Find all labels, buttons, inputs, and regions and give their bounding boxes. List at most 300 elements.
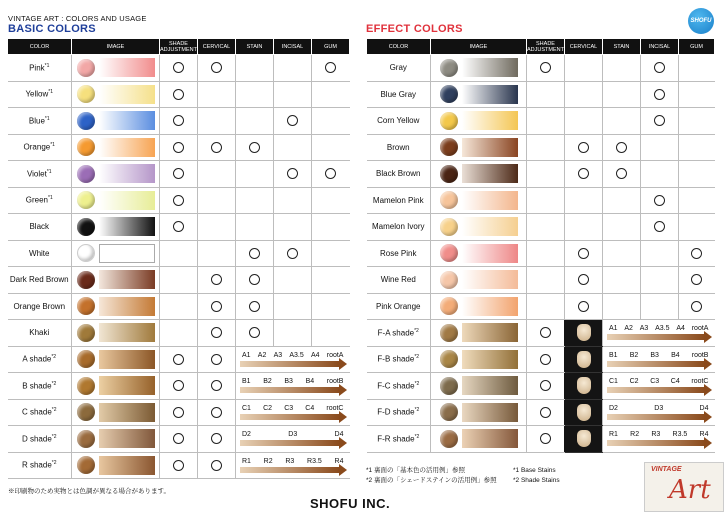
color-gradient-bar — [462, 323, 518, 342]
color-swatch-dot — [440, 244, 458, 262]
basic-row — [8, 214, 350, 241]
shade-cell — [160, 81, 198, 108]
color-image-cell — [72, 373, 160, 400]
stain-cell — [603, 293, 641, 320]
tooth-image-cell — [565, 399, 603, 426]
color-name-cell — [367, 426, 431, 453]
effect-row — [367, 187, 715, 214]
shade-labels — [607, 325, 711, 332]
effect-row — [367, 267, 715, 294]
incisal-cell — [274, 320, 312, 347]
shade-label: C4 — [305, 404, 315, 412]
color-name-cell — [367, 214, 431, 241]
color-name: Orange Brown — [13, 301, 66, 311]
color-image-cell — [72, 267, 160, 294]
cervical-cell — [565, 214, 603, 241]
color-swatch-dot — [77, 350, 95, 368]
color-name-cell — [367, 293, 431, 320]
incisal-cell — [274, 55, 312, 82]
shade-cell — [160, 240, 198, 267]
color-swatch-dot — [440, 377, 458, 395]
tooth-image-cell — [565, 373, 603, 400]
color-swatch-dot — [440, 191, 458, 209]
usage-circle-icon — [173, 407, 184, 418]
shade-label: B4 — [305, 378, 315, 386]
basic-row — [8, 161, 350, 188]
effect-row — [367, 373, 715, 400]
gum-cell — [679, 267, 715, 294]
usage-circle-icon — [211, 460, 222, 471]
shade-arrow-icon — [607, 361, 705, 367]
color-gradient-bar — [462, 403, 518, 422]
color-swatch-dot — [77, 271, 95, 289]
color-swatch-dot — [440, 165, 458, 183]
usage-circle-icon — [173, 62, 184, 73]
color-image-cell — [72, 55, 160, 82]
basic-row — [8, 240, 350, 267]
effect-row — [367, 320, 715, 347]
brand-name: SHOFU INC. — [310, 496, 391, 511]
basic-row — [8, 187, 350, 214]
cervical-cell — [198, 293, 236, 320]
footnote-mark: *1 — [48, 195, 53, 202]
color-name: Black — [29, 222, 50, 232]
color-name: Pink Orange — [376, 301, 421, 311]
gum-cell — [312, 108, 350, 135]
shade-label: C3 — [284, 404, 294, 412]
color-swatch-dot — [440, 324, 458, 342]
color-name-cell — [8, 373, 72, 400]
effect-colors-table — [366, 38, 715, 453]
color-image-cell — [431, 108, 527, 135]
color-gradient-bar — [462, 164, 518, 183]
color-swatch-dot — [77, 112, 95, 130]
shade-cell — [160, 161, 198, 188]
color-name: B shade — [22, 381, 52, 391]
tooth-icon — [577, 377, 591, 394]
gum-cell — [312, 55, 350, 82]
cervical-cell — [198, 399, 236, 426]
color-image-cell — [72, 293, 160, 320]
stain-cell — [603, 267, 641, 294]
usage-circle-icon — [211, 327, 222, 338]
usage-circle-icon — [616, 142, 627, 153]
color-name-cell — [8, 426, 72, 453]
shade-cell — [160, 373, 198, 400]
shade-cell — [160, 399, 198, 426]
cervical-cell — [565, 55, 603, 82]
shade-cell — [527, 320, 565, 347]
color-gradient-bar — [99, 429, 155, 448]
shade-label: R4 — [699, 431, 709, 439]
shade-label: R3 — [285, 457, 295, 465]
stain-cell — [603, 55, 641, 82]
shade-label: A4 — [310, 351, 320, 359]
usage-circle-icon — [211, 301, 222, 312]
shade-label: C1 — [609, 378, 618, 386]
usage-circle-icon — [211, 142, 222, 153]
color-image-cell — [431, 267, 527, 294]
color-image-cell — [431, 373, 527, 400]
incisal-cell — [641, 240, 679, 267]
usage-circle-icon — [211, 407, 222, 418]
color-image-cell — [431, 161, 527, 188]
color-image-cell — [72, 399, 160, 426]
incisal-cell — [274, 108, 312, 135]
color-gradient-bar — [462, 191, 518, 210]
stain-cell — [236, 55, 274, 82]
cervical-cell — [198, 346, 236, 373]
color-gradient-bar — [99, 244, 155, 263]
footnote-mark: *2 — [414, 407, 420, 414]
stain-cell — [236, 320, 274, 347]
shade-arrow-icon — [240, 387, 340, 393]
color-name-cell — [8, 108, 72, 135]
color-name: F-C shade — [377, 381, 415, 391]
shade-label: C2 — [263, 404, 273, 412]
effect-header-row — [367, 39, 715, 55]
shade-cell — [527, 346, 565, 373]
color-name: F-D shade — [377, 408, 415, 418]
stain-cell — [236, 108, 274, 135]
cervical-cell — [198, 426, 236, 453]
cervical-cell — [198, 267, 236, 294]
color-swatch-dot — [77, 430, 95, 448]
footnote-1: *1 裏面の「基本色の活用例」参照 — [366, 467, 465, 474]
color-gradient-bar — [99, 323, 155, 342]
shade-label: rootA — [691, 325, 709, 333]
tooth-image-cell — [565, 426, 603, 453]
color-image-cell — [72, 81, 160, 108]
cervical-cell — [198, 373, 236, 400]
stain-cell — [603, 161, 641, 188]
shade-cell — [527, 267, 565, 294]
col-image: IMAGE — [431, 39, 527, 55]
effect-row — [367, 293, 715, 320]
shade-labels — [607, 352, 711, 359]
cervical-cell — [198, 187, 236, 214]
stain-cell — [236, 293, 274, 320]
color-image-cell — [431, 134, 527, 161]
gum-cell — [312, 240, 350, 267]
footnote-mark: *2 — [414, 327, 419, 334]
effect-row — [367, 399, 715, 426]
shade-cell — [160, 134, 198, 161]
shade-cell — [160, 346, 198, 373]
shade-arrow-icon — [607, 414, 705, 420]
color-gradient-bar — [462, 111, 518, 130]
shade-cell — [527, 134, 565, 161]
cervical-cell — [198, 81, 236, 108]
shade-cell — [160, 108, 198, 135]
color-name: Gray — [389, 63, 407, 73]
color-gradient-bar — [99, 403, 155, 422]
shade-arrow-icon — [240, 414, 340, 420]
col-cervical: CERVICAL — [565, 39, 603, 55]
gum-cell — [312, 320, 350, 347]
basic-row — [8, 399, 350, 426]
footnote-base-stains: *1 Base Stains — [513, 467, 556, 474]
color-image-cell — [72, 346, 160, 373]
shade-labels — [240, 458, 346, 465]
basic-colors-table — [7, 38, 350, 479]
incisal-cell — [274, 293, 312, 320]
color-swatch-dot — [77, 297, 95, 315]
incisal-cell — [274, 161, 312, 188]
col-shade: SHADE ADJUSTMENT — [160, 40, 197, 53]
color-swatch-dot — [440, 138, 458, 156]
color-gradient-bar — [99, 164, 155, 183]
color-image-cell — [431, 320, 527, 347]
stain-cell — [236, 134, 274, 161]
usage-circle-icon — [173, 89, 184, 100]
cervical-cell — [565, 81, 603, 108]
tooth-icon — [577, 404, 591, 421]
shade-arrow-icon — [240, 467, 340, 473]
cervical-cell — [198, 161, 236, 188]
color-image-cell — [72, 108, 160, 135]
usage-circle-icon — [540, 407, 551, 418]
col-gum: GUM — [312, 39, 350, 55]
color-swatch-dot — [440, 403, 458, 421]
effect-row — [367, 161, 715, 188]
shade-label: D2 — [242, 431, 251, 439]
shade-cell — [527, 161, 565, 188]
shade-label: B2 — [629, 351, 639, 359]
cervical-cell — [565, 293, 603, 320]
color-swatch-dot — [77, 456, 95, 474]
color-swatch-dot — [77, 403, 95, 421]
color-name-cell — [8, 240, 72, 267]
color-name-cell — [367, 161, 431, 188]
shade-label: C2 — [629, 378, 639, 386]
color-swatch-dot — [440, 112, 458, 130]
usage-circle-icon — [249, 274, 260, 285]
col-color: COLOR — [8, 39, 72, 55]
shade-range-cell — [236, 452, 350, 479]
footnote-mark: *2 — [51, 354, 57, 361]
basic-row — [8, 452, 350, 479]
shade-range-cell — [603, 399, 715, 426]
color-name: R shade — [21, 461, 52, 471]
color-gradient-bar — [99, 138, 155, 157]
shade-arrow-icon — [607, 387, 705, 393]
color-swatch-dot — [440, 218, 458, 236]
color-image-cell — [431, 187, 527, 214]
shade-labels — [607, 431, 711, 438]
print-color-note: ※印刷物のため実物とは色調が異なる場合があります。 — [8, 488, 170, 495]
header-small-title: VINTAGE ART : COLORS AND USAGE — [8, 14, 147, 23]
usage-circle-icon — [287, 115, 298, 126]
footnote-mark: *1 — [44, 115, 50, 122]
footnotes-en — [513, 466, 560, 486]
usage-circle-icon — [249, 142, 260, 153]
col-cervical: CERVICAL — [198, 39, 236, 55]
col-incisal: INCISAL — [641, 39, 679, 55]
color-name: Violet — [26, 169, 47, 179]
effect-row — [367, 426, 715, 453]
shade-label: A3.5 — [289, 351, 304, 359]
usage-circle-icon — [540, 327, 551, 338]
color-image-cell — [72, 320, 160, 347]
color-image-cell — [431, 81, 527, 108]
shade-cell — [160, 267, 198, 294]
usage-circle-icon — [654, 89, 665, 100]
color-name: Khaki — [29, 328, 50, 338]
color-name: Orange — [23, 143, 51, 153]
shade-label: B3 — [284, 378, 293, 386]
effect-colors-title: EFFECT COLORS — [366, 23, 463, 35]
stain-cell — [603, 187, 641, 214]
color-name-cell — [8, 293, 72, 320]
col-stain: STAIN — [236, 39, 274, 55]
incisal-cell — [641, 81, 679, 108]
color-name: C shade — [21, 408, 52, 418]
color-name-cell — [8, 161, 72, 188]
stain-cell — [236, 240, 274, 267]
shade-labels — [240, 431, 346, 438]
color-gradient-bar — [462, 58, 518, 77]
shade-labels — [607, 405, 711, 412]
usage-circle-icon — [540, 354, 551, 365]
color-swatch-dot — [440, 430, 458, 448]
basic-colors-title: BASIC COLORS — [8, 23, 96, 35]
shade-label: A3.5 — [655, 325, 670, 333]
shade-cell — [160, 320, 198, 347]
stain-cell — [603, 240, 641, 267]
shade-labels — [240, 352, 346, 359]
color-swatch-dot — [77, 85, 95, 103]
usage-circle-icon — [691, 274, 702, 285]
usage-circle-icon — [540, 380, 551, 391]
shade-label: A3 — [273, 351, 283, 359]
footnote-mark: *2 — [414, 354, 420, 361]
stain-cell — [236, 81, 274, 108]
basic-row — [8, 320, 350, 347]
shade-cell — [160, 452, 198, 479]
usage-circle-icon — [211, 380, 222, 391]
gum-cell — [312, 214, 350, 241]
shade-label: B3 — [650, 351, 659, 359]
gum-cell — [679, 134, 715, 161]
color-swatch-dot — [77, 59, 95, 77]
color-image-cell — [431, 214, 527, 241]
usage-circle-icon — [211, 274, 222, 285]
shade-cell — [527, 399, 565, 426]
shade-range-cell — [236, 346, 350, 373]
usage-circle-icon — [325, 62, 336, 73]
color-name: F-R shade — [377, 434, 415, 444]
shade-label: R2 — [263, 457, 273, 465]
footnote-shade-stains: *2 Shade Stains — [513, 477, 560, 484]
shade-cell — [160, 426, 198, 453]
color-image-cell — [431, 399, 527, 426]
color-name-cell — [8, 320, 72, 347]
usage-circle-icon — [173, 115, 184, 126]
color-name: D shade — [21, 434, 52, 444]
shade-label: A2 — [624, 325, 633, 333]
basic-row — [8, 293, 350, 320]
usage-circle-icon — [578, 168, 589, 179]
usage-circle-icon — [173, 168, 184, 179]
incisal-cell — [641, 267, 679, 294]
cervical-cell — [565, 240, 603, 267]
shade-label: rootA — [326, 351, 344, 359]
color-name-cell — [367, 267, 431, 294]
shade-label: A1 — [609, 325, 618, 333]
usage-circle-icon — [654, 115, 665, 126]
color-name: Blue Gray — [380, 89, 417, 99]
footnote-mark: *2 — [51, 407, 57, 414]
color-name: F-B shade — [377, 355, 415, 365]
color-gradient-bar — [462, 217, 518, 236]
usage-circle-icon — [691, 248, 702, 259]
gum-cell — [312, 81, 350, 108]
shade-label: rootC — [691, 378, 709, 386]
gum-cell — [679, 108, 715, 135]
color-swatch-dot — [77, 324, 95, 342]
gum-cell — [312, 267, 350, 294]
effect-row — [367, 81, 715, 108]
color-gradient-bar — [99, 217, 155, 236]
shade-arrow-icon — [240, 361, 340, 367]
shade-label: R1 — [609, 431, 618, 439]
tooth-icon — [577, 324, 591, 341]
color-name-cell — [367, 240, 431, 267]
effect-row — [367, 240, 715, 267]
incisal-cell — [274, 81, 312, 108]
footnote-mark: *1 — [44, 62, 50, 69]
gum-cell — [679, 240, 715, 267]
footnote-mark: *1 — [46, 168, 52, 175]
color-gradient-bar — [99, 297, 155, 316]
shade-cell — [160, 55, 198, 82]
usage-circle-icon — [691, 301, 702, 312]
color-swatch-dot — [440, 59, 458, 77]
vintage-art-big: Art — [669, 475, 711, 505]
color-gradient-bar — [99, 58, 155, 77]
color-swatch-dot — [440, 85, 458, 103]
color-image-cell — [72, 214, 160, 241]
footnote-mark: *2 — [51, 380, 57, 387]
color-name: Green — [25, 196, 48, 206]
cervical-cell — [565, 108, 603, 135]
color-image-cell — [72, 187, 160, 214]
color-swatch-dot — [77, 138, 95, 156]
stain-cell — [603, 134, 641, 161]
color-swatch-dot — [77, 165, 95, 183]
shade-arrow-icon — [607, 334, 705, 340]
shade-range-cell — [236, 426, 350, 453]
footnote-mark: *2 — [414, 433, 420, 440]
color-image-cell — [72, 134, 160, 161]
usage-circle-icon — [654, 195, 665, 206]
color-swatch-dot — [77, 218, 95, 236]
color-name-cell — [8, 214, 72, 241]
shade-cell — [160, 214, 198, 241]
basic-row — [8, 346, 350, 373]
shade-cell — [527, 187, 565, 214]
effect-row — [367, 134, 715, 161]
color-gradient-bar — [99, 376, 155, 395]
shade-label: B2 — [263, 378, 272, 386]
usage-circle-icon — [211, 433, 222, 444]
basic-row — [8, 373, 350, 400]
tooth-image-cell — [565, 320, 603, 347]
shade-range-cell — [603, 346, 715, 373]
usage-circle-icon — [654, 221, 665, 232]
footnote-mark: *2 — [51, 460, 57, 467]
